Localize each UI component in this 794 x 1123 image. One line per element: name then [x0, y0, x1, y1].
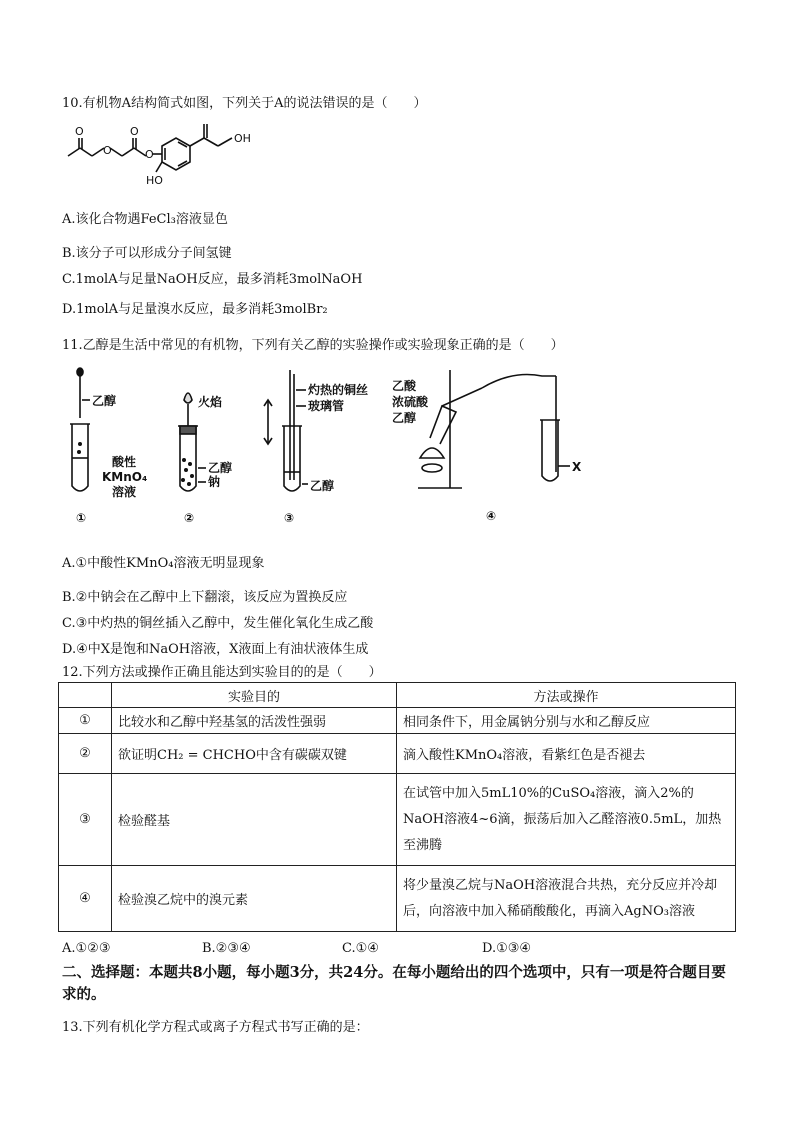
- row-method: 在试管中加入5mL10%的CuSO₄溶液，滴入2%的NaOH溶液4~6滴，振荡后加入乙醛溶液0.5mL，加热至沸腾: [397, 774, 736, 866]
- row-number: ④: [59, 866, 112, 932]
- q10-label-oh: OH: [234, 132, 251, 145]
- table-row: [59, 866, 736, 932]
- fig2-label-flame: 火焰: [198, 395, 223, 409]
- row-number: ③: [59, 774, 112, 866]
- q11-option-b: B.②中钠会在乙醇中上下翻滚，该反应为置换反应: [62, 590, 348, 605]
- fig1-label-solution: 溶液: [112, 485, 137, 499]
- q12-stem: 12.下列方法或操作正确且能达到实验目的的是（ ）: [62, 665, 382, 680]
- svg-text:O: O: [75, 125, 84, 138]
- q10-structure-diagram: [60, 118, 260, 194]
- svg-text:O: O: [145, 148, 154, 161]
- row-aim: 比较水和乙醇中羟基氢的活泼性强弱: [112, 708, 397, 734]
- fig4-label-sulfuric-acid: 浓硫酸: [392, 395, 429, 409]
- fig4-label-acetic-acid: 乙酸: [392, 379, 417, 393]
- q12-option-d: D.①③④: [482, 941, 532, 956]
- q12-option-b: B.②③④: [202, 941, 251, 956]
- q10-option-c: C.1molA与足量NaOH反应，最多消耗3molNaOH: [62, 272, 363, 287]
- row-method: 滴入酸性KMnO₄溶液，看紫红色是否褪去: [397, 734, 736, 774]
- fig2-label-sodium: 钠: [208, 475, 221, 489]
- fig1-label-acidic: 酸性: [112, 455, 137, 469]
- table-header-row: [59, 683, 736, 708]
- fig4-label-x: X: [572, 460, 582, 474]
- q11-option-d: D.④中X是饱和NaOH溶液，X液面上有油状液体生成: [62, 642, 369, 657]
- q11-option-a: A.①中酸性KMnO₄溶液无明显现象: [62, 556, 265, 571]
- q12-experiment-table: [58, 682, 736, 932]
- fig1-label-kmno4: KMnO₄: [102, 470, 148, 484]
- fig4-number: ④: [486, 509, 497, 523]
- row-number: ②: [59, 734, 112, 774]
- table-header-method: 方法或操作: [397, 683, 736, 708]
- table-row: [59, 708, 736, 734]
- row-aim: 检验醛基: [112, 774, 397, 866]
- q10-label-ho: HO: [146, 174, 163, 187]
- q11-option-c: C.③中灼热的铜丝插入乙醇中，发生催化氧化生成乙酸: [62, 616, 374, 631]
- q10-option-a: A.该化合物遇FeCl₃溶液显色: [62, 212, 228, 227]
- q11-stem: 11.乙醇是生活中常见的有机物，下列有关乙醇的实验操作或实验现象正确的是（ ）: [62, 338, 564, 353]
- row-aim: 欲证明CH₂ = CHCHO中含有碳碳双键: [112, 734, 397, 774]
- fig1-number: ①: [76, 511, 87, 525]
- svg-text:O: O: [130, 125, 139, 138]
- q10-option-d: D.1molA与足量溴水反应，最多消耗3molBr₂: [62, 302, 328, 317]
- q10-option-b: B.该分子可以形成分子间氢键: [62, 246, 232, 261]
- fig1-label-ethanol: 乙醇: [92, 394, 117, 408]
- row-method: 将少量溴乙烷与NaOH溶液混合共热，充分反应并冷却后，向溶液中加入稀硝酸酸化，再滴入AgNO₃溶液: [397, 866, 736, 932]
- fig4-label-ethanol: 乙醇: [392, 411, 417, 425]
- q11-apparatus-figure: [62, 360, 622, 530]
- fig3-label-ethanol: 乙醇: [310, 479, 335, 493]
- fig2-label-ethanol: 乙醇: [208, 461, 233, 475]
- q13-stem: 13.下列有机化学方程式或离子方程式书写正确的是：: [62, 1020, 369, 1035]
- fig3-number: ③: [284, 511, 295, 525]
- table-header-num: [59, 683, 112, 708]
- q12-option-c: C.①④: [342, 941, 379, 956]
- row-aim: 检验溴乙烷中的溴元素: [112, 866, 397, 932]
- q10-stem: 10.有机物A结构简式如图，下列关于A的说法错误的是（ ）: [62, 96, 427, 111]
- fig3-label-copper: 灼热的铜丝: [308, 383, 369, 397]
- q12-option-a: A.①②③: [62, 941, 111, 956]
- fig2-number: ②: [184, 511, 195, 525]
- fig3-label-glass-tube: 玻璃管: [308, 399, 345, 413]
- table-row: [59, 774, 736, 866]
- section-2-title: 二、选择题：本题共8小题，每小题3分，共24分。在每小题给出的四个选项中，只有一项是符合题目要求的。: [62, 964, 726, 1003]
- svg-text:O: O: [103, 144, 112, 157]
- row-method: 相同条件下，用金属钠分别与水和乙醇反应: [397, 708, 736, 734]
- row-number: ①: [59, 708, 112, 734]
- table-header-aim: 实验目的: [112, 683, 397, 708]
- table-row: [59, 734, 736, 774]
